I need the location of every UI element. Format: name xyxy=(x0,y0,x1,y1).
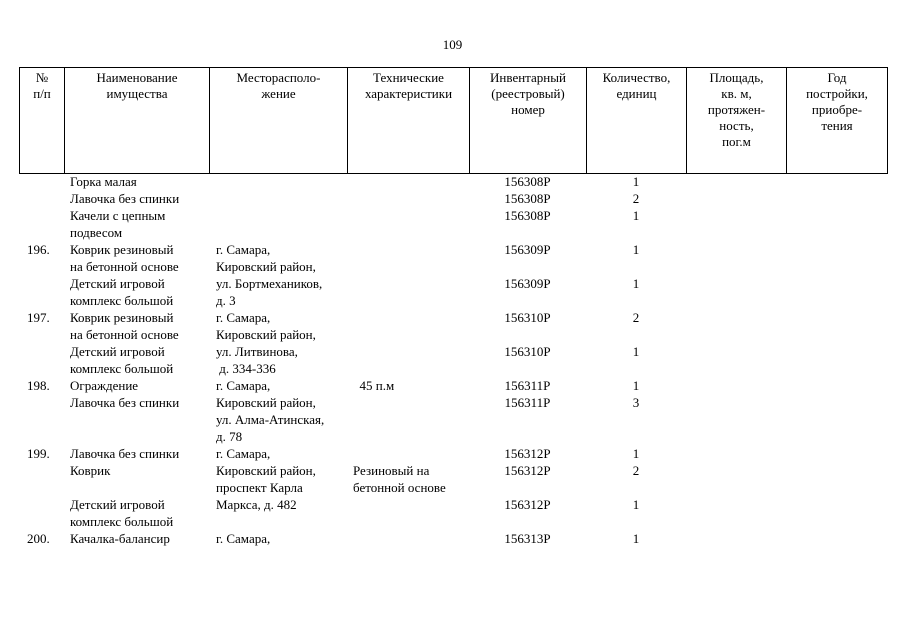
cell-quantity: 2 xyxy=(632,191,640,206)
table-row xyxy=(19,309,887,326)
table-row xyxy=(19,530,887,547)
table-row xyxy=(19,326,887,343)
cell-location: г. Самара, xyxy=(216,378,271,393)
table-row xyxy=(19,496,887,513)
header-location: Месторасполо- жение xyxy=(210,68,348,174)
cell-name: Лавочка без спинки xyxy=(70,446,180,461)
cell-location: ул. Литвинова, xyxy=(216,344,298,359)
cell-name: Коврик резиновый xyxy=(70,310,174,325)
cell-location: Маркса, д. 482 xyxy=(216,497,297,512)
cell-name: Горка малая xyxy=(70,174,137,189)
header-tech: Технические характеристики xyxy=(348,68,470,174)
cell-name: Детский игровой xyxy=(70,497,165,512)
cell-inventory: 156311Р xyxy=(504,378,551,393)
cell-inventory: 156312Р xyxy=(504,446,551,461)
table-row xyxy=(19,292,887,309)
cell-quantity: 1 xyxy=(632,276,640,291)
cell-location: д. 334-336 xyxy=(216,361,276,376)
cell-name: Лавочка без спинки xyxy=(70,191,180,206)
header-name: Наименование имущества xyxy=(65,68,210,174)
cell-location: г. Самара, xyxy=(216,310,271,325)
cell-location: Кировский район, xyxy=(216,259,316,274)
cell-location: ул. Бортмехаников, xyxy=(216,276,323,291)
cell-name: Качалка-балансир xyxy=(70,531,170,546)
cell-number: 197. xyxy=(27,310,50,325)
cell-quantity: 1 xyxy=(632,446,640,461)
table-row xyxy=(19,173,887,190)
cell-inventory: 156308Р xyxy=(504,174,551,189)
cell-inventory: 156312Р xyxy=(504,497,551,512)
cell-quantity: 1 xyxy=(632,344,640,359)
cell-name: Лавочка без спинки xyxy=(70,395,180,410)
cell-name: Детский игровой xyxy=(70,344,165,359)
cell-tech: 45 п.м xyxy=(353,378,395,393)
cell-name: Коврик резиновый xyxy=(70,242,174,257)
cell-inventory: 156311Р xyxy=(504,395,551,410)
cell-number: 199. xyxy=(27,446,50,461)
cell-location: Кировский район, xyxy=(216,327,316,342)
table-row xyxy=(19,411,887,428)
table-row xyxy=(19,275,887,292)
table-row xyxy=(19,513,887,530)
cell-tech: Резиновый на xyxy=(353,463,430,478)
header-area: Площадь, кв. м, протяжен- ность, пог.м xyxy=(687,68,787,174)
cell-inventory: 156309Р xyxy=(504,242,551,257)
cell-location: д. 3 xyxy=(216,293,236,308)
cell-quantity: 3 xyxy=(632,395,640,410)
cell-quantity: 1 xyxy=(632,208,640,223)
cell-location: ул. Алма-Атинская, xyxy=(216,412,325,427)
cell-quantity: 2 xyxy=(632,463,640,478)
header-row xyxy=(20,68,888,174)
cell-tech: бетонной основе xyxy=(353,480,446,495)
table-row xyxy=(19,394,887,411)
table-row xyxy=(19,224,887,241)
table-body xyxy=(19,173,887,547)
cell-name: комплекс большой xyxy=(70,361,174,376)
table-row xyxy=(19,428,887,445)
cell-number: 200. xyxy=(27,531,50,546)
cell-location: Кировский район, xyxy=(216,395,316,410)
table-row xyxy=(19,343,887,360)
cell-quantity: 1 xyxy=(632,531,640,546)
table-row xyxy=(19,258,887,275)
cell-quantity: 1 xyxy=(632,378,640,393)
cell-quantity: 1 xyxy=(632,497,640,512)
cell-inventory: 156309Р xyxy=(504,276,551,291)
cell-number: 196. xyxy=(27,242,50,257)
cell-location: г. Самара, xyxy=(216,531,271,546)
cell-inventory: 156313Р xyxy=(504,531,551,546)
cell-quantity: 1 xyxy=(632,174,640,189)
cell-name: подвесом xyxy=(70,225,123,240)
table-row xyxy=(19,445,887,462)
cell-name: комплекс большой xyxy=(70,293,174,308)
header-num: № п/п xyxy=(20,68,65,174)
table-row xyxy=(19,479,887,496)
cell-location: г. Самара, xyxy=(216,242,271,257)
header-year: Год постройки, приобре- тения xyxy=(787,68,888,174)
cell-location: г. Самара, xyxy=(216,446,271,461)
cell-name: комплекс большой xyxy=(70,514,174,529)
cell-name: Детский игровой xyxy=(70,276,165,291)
page-number: 109 xyxy=(442,37,463,52)
cell-location: д. 78 xyxy=(216,429,243,444)
table-row xyxy=(19,241,887,258)
cell-location: Кировский район, xyxy=(216,463,316,478)
cell-inventory: 156310Р xyxy=(504,344,551,359)
table-header xyxy=(19,67,888,174)
table-row xyxy=(19,190,887,207)
cell-inventory: 156312Р xyxy=(504,463,551,478)
cell-inventory: 156308Р xyxy=(504,208,551,223)
cell-inventory: 156310Р xyxy=(504,310,551,325)
cell-number: 198. xyxy=(27,378,50,393)
cell-name: на бетонной основе xyxy=(70,327,179,342)
cell-quantity: 1 xyxy=(632,242,640,257)
header-quantity: Количество, единиц xyxy=(587,68,687,174)
table-row xyxy=(19,377,887,394)
table-row xyxy=(19,462,887,479)
cell-inventory: 156308Р xyxy=(504,191,551,206)
cell-name: Коврик xyxy=(70,463,111,478)
cell-name: Качели с цепным xyxy=(70,208,166,223)
cell-quantity: 2 xyxy=(632,310,640,325)
table-row xyxy=(19,207,887,224)
table-row xyxy=(19,360,887,377)
cell-name: на бетонной основе xyxy=(70,259,179,274)
header-inventory: Инвентарный (реестровый) номер xyxy=(470,68,587,174)
cell-name: Ограждение xyxy=(70,378,139,393)
cell-location: проспект Карла xyxy=(216,480,303,495)
